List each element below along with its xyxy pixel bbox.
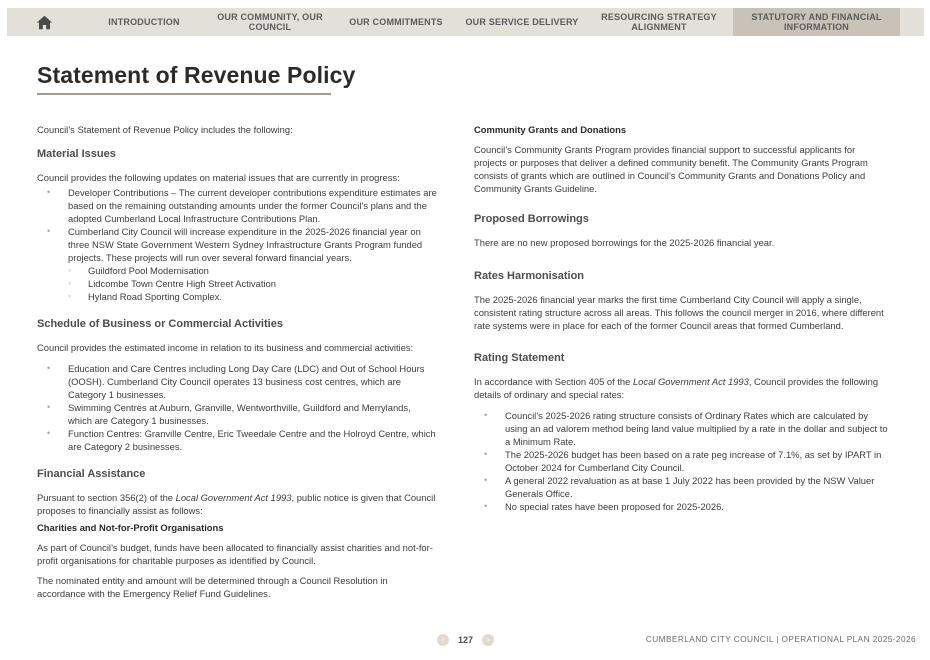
- list-item: • The 2025-2026 budget has been based on a rate peg increase of 7.1%, as set by IPART in October 2024 for Cumberland City Council.: [484, 448, 889, 474]
- tab-resourcing-strategy[interactable]: RESOURCING STRATEGY ALIGNMENT: [601, 12, 717, 32]
- home-icon: [36, 14, 53, 31]
- tab-our-community[interactable]: OUR COMMUNITY, OUR COUNCIL: [217, 12, 323, 32]
- rating-statement-heading: Rating Statement: [474, 352, 565, 364]
- list-item: • A general 2022 revaluation as at base 1 July 2022 has been provided by the NSW Valuer Generals Office.: [484, 474, 889, 500]
- tab-introduction[interactable]: INTRODUCTION: [108, 17, 180, 27]
- intro-text: Council’s Statement of Revenue Policy includes the following:: [37, 124, 293, 135]
- act-name: Local Government Act 1993: [175, 492, 292, 503]
- page-number: 127: [458, 635, 474, 645]
- tab-our-commitments[interactable]: OUR COMMITMENTS: [349, 17, 443, 27]
- list-item: • Developer Contributions – The current developer contributions expenditure estimates are based on the remaining outstanding amounts under the former Council’s plans and the adopted Cumberland Local Infrastructure Contributions Plan.: [47, 186, 437, 225]
- list-item: • Swimming Centres at Auburn, Granville, Wentworthville, Guildford and Merrylands, which are Category 1 businesses.: [47, 401, 437, 427]
- rating-statement-intro: [474, 375, 889, 401]
- community-grants-heading: Community Grants and Donations: [474, 124, 627, 135]
- intro-part: , public notice is given that Council proposes to financially assist as follows:: [37, 492, 436, 516]
- charities-subheading: Charities and Not-for-Profit Organisations: [37, 522, 224, 533]
- intro-part: Pursuant to section 356(2) of the: [37, 492, 176, 503]
- relief-fund-paragraph: The nominated entity and amount will be determined through a Council Resolution in accordance with the Emergency Relief Fund Guidelines.: [37, 575, 388, 599]
- left-column: [37, 123, 437, 605]
- community-grants-text: Council’s Community Grants Program provides financial support to successful applicants for projects or purposes that deliver a defined community benefit. The Community Grants Program consists of grants which are outlined in Council’s Community Grants and Donations Policy and Community Grants Guideline.: [474, 144, 868, 194]
- proposed-borrowings-text: There are no new proposed borrowings for the 2025-2026 financial year.: [474, 237, 775, 248]
- list-item: ◦ Hyland Road Sporting Complex.: [68, 290, 437, 303]
- page-navigation: [437, 634, 494, 646]
- tab-service-delivery[interactable]: OUR SERVICE DELIVERY: [465, 17, 579, 27]
- intro-part: In accordance with Section 405 of the: [474, 376, 633, 387]
- rates-harmonisation-heading: Rates Harmonisation: [474, 270, 585, 282]
- material-issues-heading: Material Issues: [37, 148, 116, 160]
- list-item: • Council’s 2025-2026 rating structure consists of Ordinary Rates which are calculated by using an ad valorem method being land value multiplied by a rate in the dollar and subject to a Minimum Rate.: [484, 409, 889, 448]
- business-activities-heading: Schedule of Business or Commercial Activities: [37, 318, 283, 330]
- footer-text: CUMBERLAND CITY COUNCIL | OPERATIONAL PLAN 2025-2026: [645, 634, 916, 644]
- right-column: [474, 123, 889, 513]
- proposed-borrowings-heading: Proposed Borrowings: [474, 213, 589, 225]
- material-issues-list: [47, 186, 437, 303]
- financial-assistance-heading: Financial Assistance: [37, 468, 146, 480]
- list-item: ◦ Guildford Pool Modernisation: [68, 264, 437, 277]
- list-item-text: Cumberland City Council will increase expenditure in the 2025-2026 financial year on three NSW State Government Western Sydney Infrastructure Grants Program funded projects. These projects will run over several forward financial years.: [68, 226, 423, 263]
- business-activities-intro: Council provides the estimated income in relation to its business and commercial activities:: [37, 342, 414, 353]
- rating-statement-list: [484, 409, 889, 513]
- list-item: ◦ Lidcombe Town Centre High Street Activation: [68, 277, 437, 290]
- list-item: • No special rates have been proposed for 2025-2026.: [484, 500, 889, 513]
- rates-harmonisation-text: The 2025-2026 financial year marks the first time Cumberland City Council will apply a single, consistent rating structure across all areas. This follows the council merger in 2016, where different rate systems were in place for each of the former Council areas that formed Cumberland.: [474, 294, 884, 331]
- intro-part: , Council provides the following details of ordinary and special rates:: [474, 376, 879, 400]
- next-page-icon[interactable]: ›: [482, 634, 494, 646]
- list-item: • Function Centres: Granville Centre, Eric Tweedale Centre and the Holroyd Centre, which are Category 2 businesses.: [47, 427, 437, 453]
- title-underline: [37, 93, 331, 95]
- financial-assistance-intro: [37, 491, 437, 517]
- list-item: • Education and Care Centres including Long Day Care (LDC) and Out of School Hours (OOSH). Cumberland City Council operates 13 business cost centres, which are Category 1 businesses.: [47, 362, 437, 401]
- list-item: [47, 225, 437, 303]
- home-button[interactable]: [7, 8, 81, 36]
- wsig-projects-list: [68, 264, 437, 303]
- charities-paragraph: As part of Council’s budget, funds have been allocated to financially assist charities and not-for-profit organisations for charitable purposes as identified by Council.: [37, 542, 433, 566]
- prev-page-icon[interactable]: ‹: [437, 634, 449, 646]
- material-issues-intro: Council provides the following updates on material issues that are currently in progress:: [37, 172, 400, 183]
- top-navigation: [7, 8, 924, 36]
- page-title: Statement of Revenue Policy: [37, 62, 356, 88]
- tab-statutory-financial[interactable]: STATUTORY AND FINANCIAL INFORMATION: [733, 8, 900, 36]
- act-name: Local Government Act 1993: [632, 376, 749, 387]
- business-activities-list: [47, 362, 437, 453]
